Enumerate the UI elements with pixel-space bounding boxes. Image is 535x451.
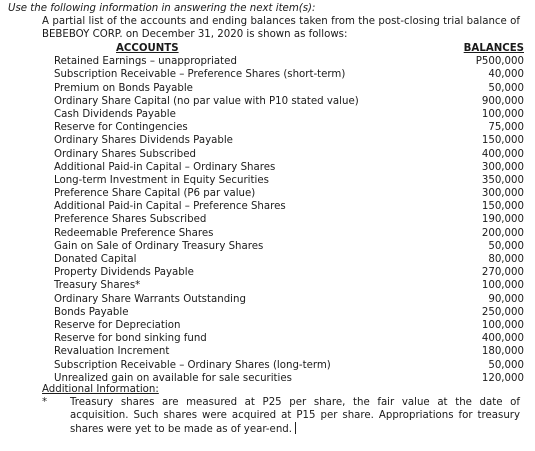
table-row [54, 345, 524, 358]
account-name: Reserve for Contingencies [54, 122, 188, 134]
footnote-text: Treasury shares are measured at P25 per share, the fair value at the date of acquisition. Such shares were acquired at P15 per share. Appropriations for treasury shares were yet to be made as of year-end. [70, 397, 520, 436]
table-row [54, 200, 524, 213]
account-balance: 40,000 [488, 69, 524, 81]
account-balance: 250,000 [481, 306, 524, 318]
account-balance: 150,000 [481, 201, 524, 213]
account-balance: 190,000 [481, 214, 524, 226]
account-balance: 400,000 [481, 333, 524, 345]
account-name: Cash Dividends Payable [54, 108, 176, 120]
table-row [54, 161, 524, 174]
account-name: Preference Share Capital (P6 par value) [54, 188, 256, 200]
account-balance: 50,000 [488, 359, 524, 371]
footnote [42, 396, 520, 437]
table-row [54, 293, 524, 306]
table-row [54, 359, 524, 372]
account-name: Property Dividends Payable [54, 267, 194, 279]
account-name: Redeemable Preference Shares [54, 227, 214, 239]
footnote-marker: * [42, 397, 48, 408]
table-row [54, 55, 524, 68]
account-balance: 900,000 [481, 95, 524, 107]
table-row [54, 174, 524, 187]
account-balance: 100,000 [481, 108, 524, 120]
account-name: Unrealized gain on available for sale securities [54, 372, 292, 384]
account-balance: 120,000 [481, 372, 524, 384]
table-row [54, 306, 524, 319]
problem-paragraph: A partial list of the accounts and ending balances taken from the post-closing trial balance of BEBEBOY CORP. on December 31, 2020 is shown as follows: [42, 16, 520, 41]
account-balance: 50,000 [488, 82, 524, 94]
table-row [54, 187, 524, 200]
table-header [54, 42, 524, 55]
account-name: Treasury Shares* [54, 280, 141, 292]
table-body [54, 55, 524, 385]
account-balance: 150,000 [481, 135, 524, 147]
account-name: Reserve for bond sinking fund [54, 333, 207, 345]
account-balance: 90,000 [488, 293, 524, 305]
account-name: Gain on Sale of Ordinary Treasury Shares [54, 240, 264, 252]
table-row [54, 95, 524, 108]
account-name: Long-term Investment in Equity Securities [54, 174, 269, 186]
account-name: Preference Shares Subscribed [54, 214, 207, 226]
account-name: Ordinary Shares Subscribed [54, 148, 196, 160]
table-row [54, 82, 524, 95]
account-name: Ordinary Share Warrants Outstanding [54, 293, 246, 305]
accounts-table [54, 42, 524, 385]
balances-header: BALANCES [463, 43, 524, 54]
table-row [54, 266, 524, 279]
account-name: Additional Paid-in Capital – Ordinary Shares [54, 161, 276, 173]
account-name: Retained Earnings – unappropriated [54, 56, 237, 68]
table-row [54, 121, 524, 134]
account-balance: 400,000 [481, 148, 524, 160]
table-row [54, 240, 524, 253]
account-name: Donated Capital [54, 254, 137, 265]
account-balance: 200,000 [481, 227, 524, 239]
account-balance: 50,000 [488, 240, 524, 252]
account-balance: 300,000 [481, 188, 524, 200]
table-row [54, 319, 524, 332]
table-row [54, 279, 524, 292]
table-row [54, 253, 524, 266]
account-name: Ordinary Shares Dividends Payable [54, 135, 233, 147]
table-row [54, 108, 524, 121]
account-balance: 75,000 [488, 122, 524, 134]
account-name: Bonds Payable [54, 306, 129, 318]
account-balance: 100,000 [481, 319, 524, 331]
account-balance: 100,000 [481, 280, 524, 292]
account-name: Revaluation Increment [54, 346, 170, 358]
table-row [54, 213, 524, 226]
account-name: Subscription Receivable – Ordinary Shares (long-term) [54, 359, 331, 371]
account-balance: 300,000 [481, 161, 524, 173]
accounts-header: ACCOUNTS [116, 43, 179, 54]
account-balance: 270,000 [481, 267, 524, 279]
account-name: Reserve for Depreciation [54, 319, 181, 331]
table-row [54, 148, 524, 161]
instructions-text: Use the following information in answering the next item(s): [8, 3, 316, 14]
text-cursor [295, 422, 296, 434]
table-row [54, 68, 524, 81]
account-balance: 350,000 [481, 174, 524, 186]
table-row [54, 227, 524, 240]
account-name: Subscription Receivable – Preference Shares (short-term) [54, 69, 346, 81]
table-row [54, 332, 524, 345]
account-name: Premium on Bonds Payable [54, 82, 193, 94]
additional-info-label: Additional Information: [42, 384, 159, 395]
account-balance: P500,000 [475, 56, 524, 68]
table-row [54, 134, 524, 147]
account-balance: 180,000 [481, 346, 524, 358]
account-name: Additional Paid-in Capital – Preference Shares [54, 201, 286, 213]
account-balance: 80,000 [488, 254, 524, 265]
account-name: Ordinary Share Capital (no par value with P10 stated value) [54, 95, 359, 107]
